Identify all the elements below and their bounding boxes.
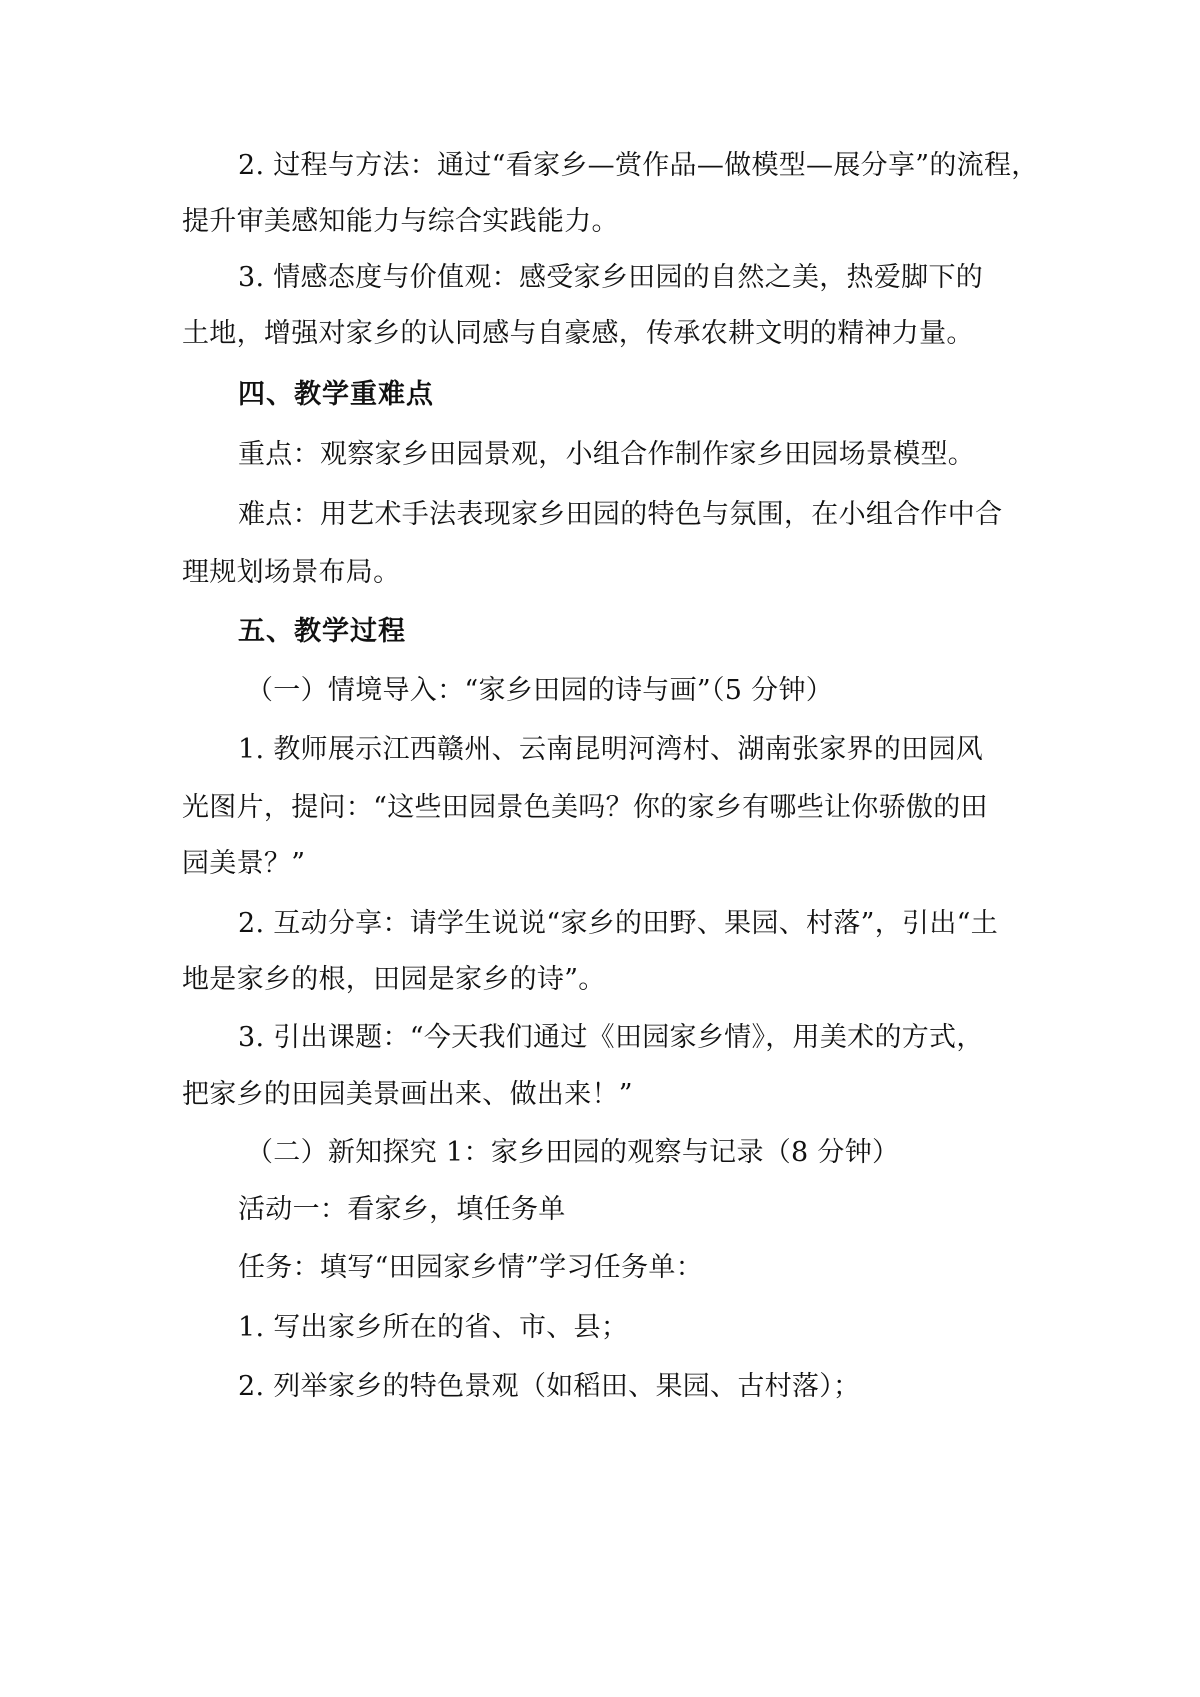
process-method-line-1: 2. 过程与方法：通过“看家乡—赏作品—做模型—展分享”的流程， xyxy=(238,150,1039,181)
task-item-1: 1. 写出家乡所在的省、市、县； xyxy=(238,1312,629,1343)
intro-step-1-line-1: 1. 教师展示江西赣州、云南昆明河湾村、湖南张家界的田园风 xyxy=(238,734,984,765)
intro-step-2-line-2: 地是家乡的根，田园是家乡的诗”。 xyxy=(182,964,606,995)
activity-one-line: 活动一：看家乡，填任务单 xyxy=(238,1194,566,1225)
difficulty-line-2: 理规划场景布局。 xyxy=(182,557,401,588)
section-heading-key-difficulties: 四、教学重难点 xyxy=(238,379,434,410)
section-heading-teaching-process: 五、教学过程 xyxy=(238,616,406,647)
subsection-new-knowledge-1: （二）新知探究 1：家乡田园的观察与记录（8 分钟） xyxy=(246,1137,900,1168)
task-line: 任务：填写“田园家乡情”学习任务单： xyxy=(238,1252,704,1283)
process-method-line-2: 提升审美感知能力与综合实践能力。 xyxy=(182,206,619,237)
intro-step-1-line-2: 光图片，提问：“这些田园景色美吗？你的家乡有哪些让你骄傲的田 xyxy=(182,792,988,823)
difficulty-line-1: 难点：用艺术手法表现家乡田园的特色与氛围，在小组合作中合 xyxy=(238,499,1003,530)
subsection-situation-intro: （一）情境导入：“家乡田园的诗与画”（5 分钟） xyxy=(246,675,834,706)
task-item-2: 2. 列举家乡的特色景观（如稻田、果园、古村落）； xyxy=(238,1371,861,1402)
emotion-values-line-1: 3. 情感态度与价值观：感受家乡田园的自然之美，热爱脚下的 xyxy=(238,262,984,293)
intro-step-2-line-1: 2. 互动分享：请学生说说“家乡的田野、果园、村落”，引出“土 xyxy=(238,908,999,939)
intro-step-1-line-3: 园美景？” xyxy=(182,848,306,879)
intro-step-3-line-1: 3. 引出课题：“今天我们通过《田园家乡情》，用美术的方式， xyxy=(238,1022,984,1053)
intro-step-3-line-2: 把家乡的田园美景画出来、做出来！” xyxy=(182,1079,633,1110)
key-point-line: 重点：观察家乡田园景观，小组合作制作家乡田园场景模型。 xyxy=(238,439,976,470)
emotion-values-line-2: 土地，增强对家乡的认同感与自豪感，传承农耕文明的精神力量。 xyxy=(182,318,974,349)
